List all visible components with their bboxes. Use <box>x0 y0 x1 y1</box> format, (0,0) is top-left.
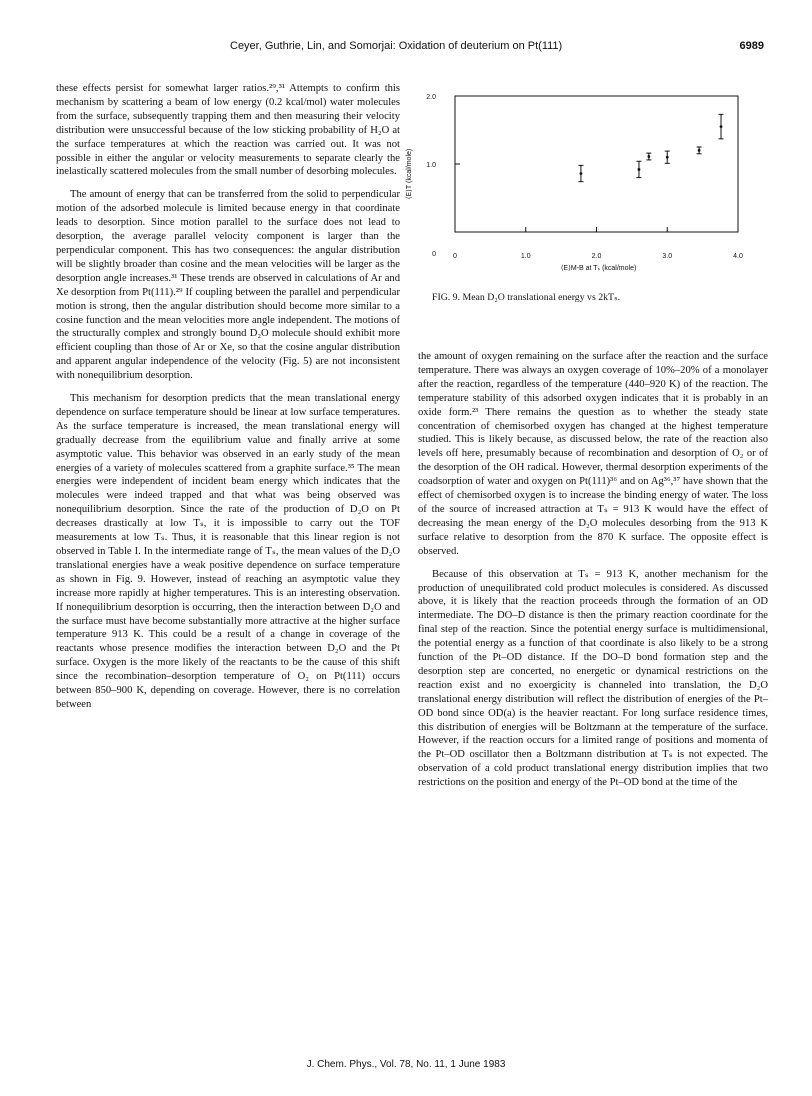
running-header <box>56 40 764 56</box>
figure-9 <box>398 82 770 312</box>
running-title: Ceyer, Guthrie, Lin, and Somorjai: Oxidation of deuterium on Pt(111) <box>230 40 563 52</box>
paragraph: The amount of energy that can be transferred from the solid to perpendicular motion of the adsorbed molecule is limited because energy in that coordinate leads to desorption. Since motion parallel to the surface does not lead to desorption, the average parallel velocity component is larger than the perpendicular component. This has two consequences: the angular distribution will be slightly broader than cosine and the mean velocities will be larger as the desorption angle increases.³¹ These trends are observed in calculations of Ar and Xe desorption from Pt(111).²⁹ If coupling between the parallel and perpendicular motion is strong, then the angular distribution should become more similar to a cosine function and the mean velocities more angle independent. The motions of the structurally complex and strongly bound D₂O molecule should exhibit more efficient coupling than those of Ar or Xe, so that the cosine angular distribution and apparent angular independence of the velocity (Fig. 5) are not inconsistent with nonequilibrium desorption. <box>56 189 400 382</box>
data-point <box>698 149 701 152</box>
page-number: 6989 <box>739 40 764 52</box>
data-point <box>720 125 723 128</box>
paragraph: Because of this observation at Tₛ = 913 K, another mechanism for the production of unequilibrated cold product molecules is considered. As discussed above, it is likely that the reaction proceeds through the formation of an OD intermediate. The DO–D distance is then the primary reaction coordinate for the final step of the reaction. Since the potential energy surface is multidimensional, the potential energy as a function of that coordinate is also likely to be a strong function of the Pt–OD distance. If the DO–D bond formation step and the desorption step are concerted, no energetic or dynamical restrictions on the reaction exist and no exoergicity is channeled into translation, the D₂O translational energy distribution will reflect the distribution of energies of the Pt–OD bond since OD(a) is the heavier reactant. For long surface residence times, this distribution of energies will be Boltzmann at the temperature of the surface. However, if the reaction occurs for a limited range of positions and momenta of the Pt–OD oscillator then a Boltzmann distribution at Tₛ is not expected. The observation of a cold product translational energy distribution implies that two restrictions on the position and energy of the Pt–OD bond at the time of the <box>418 568 768 789</box>
chart-figure-9 <box>398 82 770 312</box>
data-point <box>580 172 583 175</box>
paragraph: This mechanism for desorption predicts that the mean translational energy dependence on surface temperature should be linear at low surface temperatures. As the surface temperature is increased, the mean translational energy will gradually decrease from the equilibrium value and finally arrive at some asymptotic value. This behavior was observed in an early study of the mean energies of a variety of molecules scattered from a graphite surface.³⁵ The mean energies were independent of incident beam energy which indicates that the molecules were indeed trapped and that what was being observed was nonequilibrium desorption. Since the rate of the production of D₂O on Pt decreases drastically at low Tₛ, it is impossible to carry out the TOF measurements at low Tₛ. Thus, it is reasonable that this linear region is not observed in Table I. In the intermediate range of Tₛ, the mean values of the D₂O translational energies have a weak positive dependence on surface temperature as shown in Fig. 9. However, instead of reaching an asymptotic value they increase more rapidly at higher temperatures. This is an interesting observation. If nonequilibrium desorption is occurring, then the interaction between D₂O and the surface must have become substantially more attractive at the higher surface temperature 913 K. This could be a result of a change in coverage of the reactants whose presence modifies the interaction between D₂O and the Pt surface. Oxygen is the more likely of the reactants to be the cause of this shift since the recombination–desorption temperature of O₂ on Pt(111) occurs between 850–900 K, depending on coverage. However, there is no correlation between <box>56 393 400 710</box>
y-tick-label: 2.0 <box>426 94 436 101</box>
paragraph: the amount of oxygen remaining on the surface after the reaction and the surface temperature. There was always an oxygen coverage of 10%–20% of a monolayer after the reaction, regardless of the temperature (440–920 K) of the reaction. The temperature stability of this adsorbed oxygen indicates that it is probably in an oxide form.²³ There remains the question as to whether the steady state concentration of chemisorbed oxygen has changed at the highest temperature studied. This is likely because, as discussed below, the rate of the reaction also levels off here, presumably because of recombination and desorption of O₂ or of the desorption of the OH radical. However, thermal desorption experiments of the coadsorption of water and oxygen on Pt(111)³⁶ and on Ag³⁶,³⁷ have shown that the effect of chemisorbed oxygen is to increase the binding energy of water. The loss of the source of increased attraction at Tₛ = 913 K would have the effect of decreasing the mean energy of the D₂O molecules desorbing from the 913 K surface relative to desorption from the 870 K surface. The opposite effect is observed. <box>418 351 768 557</box>
x-tick-label: 0 <box>453 253 457 260</box>
right-column <box>418 350 768 799</box>
y-axis-label: ⟨E⟩T (kcal/mole) <box>406 148 413 200</box>
plot-frame <box>455 96 738 232</box>
data-point <box>666 156 669 159</box>
x-tick-label: 3.0 <box>662 253 673 260</box>
data-point <box>647 155 650 158</box>
y-tick-label: 0 <box>432 251 436 258</box>
figure-caption: FIG. 9. Mean D₂O translational energy vs 2kTₛ. <box>432 292 621 303</box>
left-column <box>56 82 400 721</box>
x-tick-label: 4.0 <box>733 253 743 260</box>
paragraph: these effects persist for somewhat larger ratios.²⁹,³¹ Attempts to confirm this mechanism by scattering a beam of low energy (0.2 kcal/mol) water molecules from the surface, subsequently trapping them and then measuring their velocity distribution were unsuccessful because of the low sticking probability of H₂O at the surface temperatures at which the reaction was carried out. It was not possible in either the angular or velocity measurements to separate clearly the inelastically scattered molecules from the small number of desorbing molecules. <box>56 83 400 178</box>
x-tick-label: 2.0 <box>591 253 602 260</box>
journal-footer: J. Chem. Phys., Vol. 78, No. 11, 1 June 1983 <box>306 1059 506 1070</box>
data-point <box>638 168 641 171</box>
x-tick-label: 1.0 <box>520 253 531 260</box>
y-tick-label: 1.0 <box>426 162 436 169</box>
x-axis-label: ⟨E⟩M-B at Tₛ (kcal/mole) <box>560 265 637 272</box>
